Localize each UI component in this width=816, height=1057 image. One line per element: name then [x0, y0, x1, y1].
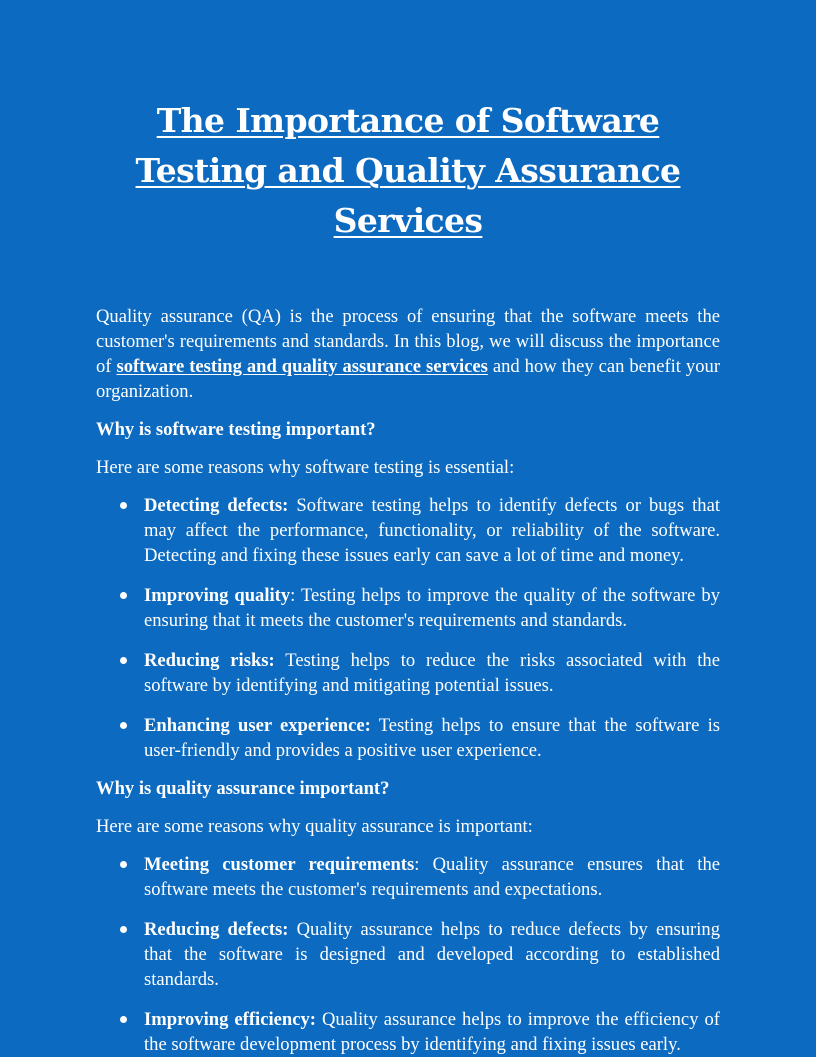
item-text: Testing helps to ensure that the software is user-friendly and provides a positive user experience.	[144, 715, 720, 761]
item-term: Reducing risks:	[144, 650, 275, 671]
list-item	[144, 917, 720, 992]
intro-paragraph	[96, 304, 720, 404]
bullet-icon	[120, 926, 127, 933]
section2-list	[96, 852, 720, 1057]
item-text: : Quality assurance ensures that the software meets the customer's requirements and expectations.	[144, 854, 720, 900]
list-item	[144, 583, 720, 633]
item-text: Quality assurance helps to reduce defects by ensuring that the software is designed and developed according to established standards.	[144, 919, 720, 990]
bullet-icon	[120, 861, 127, 868]
item-text: Testing helps to reduce the risks associated with the software by identifying and mitigating potential issues.	[144, 650, 720, 696]
section1-heading: Why is software testing important?	[96, 419, 376, 440]
bullet-icon	[120, 1016, 127, 1023]
section1-lead: Here are some reasons why software testing is essential:	[96, 457, 515, 478]
item-term: Improving quality	[144, 585, 291, 606]
item-term: Detecting defects:	[144, 495, 289, 516]
item-text: Quality assurance helps to improve the efficiency of the software development process by identifying and fixing issues early.	[144, 1009, 720, 1055]
bullet-icon	[120, 657, 127, 664]
bullet-icon	[120, 722, 127, 729]
list-item	[144, 852, 720, 902]
item-term: Reducing defects:	[144, 919, 289, 940]
item-term: Enhancing user experience:	[144, 715, 371, 736]
bullet-icon	[120, 502, 127, 509]
intro-text-after: and how they can benefit your organization.	[96, 356, 721, 402]
section2-heading: Why is quality assurance important?	[96, 778, 390, 799]
section1-list	[96, 493, 720, 763]
list-item	[144, 648, 720, 698]
services-link[interactable]: software testing and quality assurance services	[116, 356, 488, 377]
item-text: : Testing helps to improve the quality of the software by ensuring that it meets the customer's requirements and standards.	[144, 585, 721, 631]
section2-lead: Here are some reasons why quality assurance is important:	[96, 816, 533, 837]
item-text: Software testing helps to identify defects or bugs that may affect the performance, functionality, or reliability of the software. Detecting and fixing these issues early can save a lot of time and money.	[144, 495, 721, 566]
item-term: Meeting customer requirements	[144, 854, 415, 875]
list-item	[144, 1007, 720, 1057]
item-term: Improving efficiency:	[144, 1009, 316, 1030]
list-item	[144, 493, 720, 568]
page-title: The Importance of Software Testing and Quality Assurance Services	[135, 101, 681, 240]
list-item	[144, 713, 720, 763]
intro-text-before: Quality assurance (QA) is the process of ensuring that the software meets the customer's requirements and standards. In this blog, we will discuss the importance of	[96, 306, 720, 377]
bullet-icon	[120, 592, 127, 599]
